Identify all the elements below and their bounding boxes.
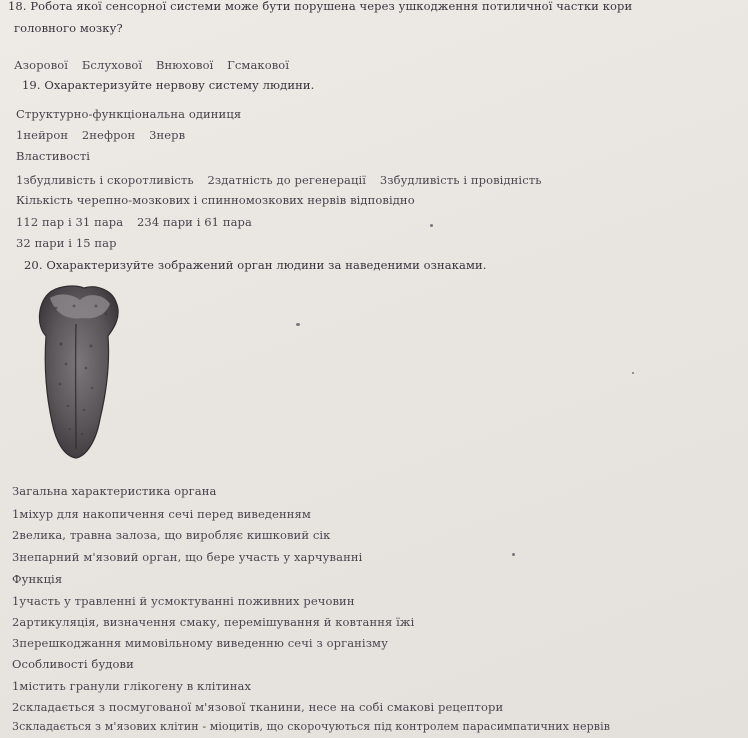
question-19-text: 19. Охарактеризуйте нервову систему людини.	[22, 78, 315, 92]
q19-props-heading: Властивості	[16, 149, 91, 163]
q20-structure-option-3[interactable]: 3складається з м'язових клітин - міоцитів, що скорочуються під контролем парасимпатичних нервів	[12, 720, 611, 733]
scan-speck	[632, 372, 634, 374]
q20-general-heading: Загальна характеристика органа	[12, 484, 217, 498]
q19-nerves-options	[16, 214, 252, 230]
q19-nerves-option-2[interactable]: 234 пари і 61 пара	[136, 215, 252, 229]
question-20-text: 20. Охарактеризуйте зображений орган людини за наведеними ознаками.	[24, 258, 487, 272]
q19-props-option-3[interactable]: 3збудливість і провідність	[379, 173, 542, 187]
q20-function-heading: Функція	[12, 572, 63, 586]
tongue-illustration-icon	[26, 284, 126, 462]
q19-unit-option-3[interactable]: 3нерв	[149, 128, 186, 142]
scan-speck	[296, 323, 300, 326]
q20-general-option-2[interactable]: 2велика, травна залоза, що виробляє кишковий сік	[12, 528, 331, 542]
q18-option-c[interactable]: Внюхової	[155, 58, 214, 72]
q20-general-option-1[interactable]: 1міхур для накопичення сечі перед виведенням	[12, 507, 311, 521]
q19-unit-option-1[interactable]: 1нейрон	[16, 128, 69, 142]
question-18-text-continued: головного мозку?	[14, 21, 123, 35]
q19-props-option-1[interactable]: 1збудливість і скоротливість	[16, 173, 194, 187]
question-18-options	[14, 57, 289, 73]
q19-unit-options	[16, 127, 185, 143]
q19-nerves-option-1[interactable]: 112 пар і 31 пара	[16, 215, 124, 229]
q19-nerves-option-3[interactable]: 32 пари і 15 пар	[16, 236, 117, 250]
q18-option-d[interactable]: Гсмакової	[227, 58, 290, 72]
q18-option-b[interactable]: Бслухової	[81, 58, 143, 72]
q19-props-option-2[interactable]: 2здатність до регенерації	[207, 173, 367, 187]
q19-nerves-heading: Кількість черепно-мозкових і спинномозкових нервів відповідно	[16, 193, 415, 207]
q20-structure-option-1[interactable]: 1містить гранули глікогену в клітинах	[12, 679, 252, 693]
q20-function-option-1[interactable]: 1участь у травленні й усмоктуванні поживних речовин	[12, 594, 355, 608]
q20-structure-heading: Особливості будови	[12, 657, 134, 671]
q19-props-options	[16, 172, 542, 188]
q20-structure-option-2[interactable]: 2складається з посмугованої м'язової тканини, несе на собі смакові рецептори	[12, 700, 504, 714]
q18-option-a[interactable]: Азорової	[14, 58, 69, 72]
scan-speck	[512, 553, 515, 556]
scan-speck	[430, 224, 433, 227]
q20-function-option-2[interactable]: 2артикуляція, визначення смаку, перемішування й ковтання їжі	[12, 615, 415, 629]
q20-function-option-3[interactable]: 3перешкоджання мимовільному виведенню сечі з організму	[12, 636, 388, 650]
q19-unit-heading: Структурно-функціональна одиниця	[16, 107, 242, 121]
q20-general-option-3[interactable]: 3непарний м'язовий орган, що бере участь у харчуванні	[12, 550, 363, 564]
question-18-text: 18. Робота якої сенсорної системи може бути порушена через ушкодження потиличної частки кори	[8, 0, 633, 13]
q19-unit-option-2[interactable]: 2нефрон	[81, 128, 136, 142]
